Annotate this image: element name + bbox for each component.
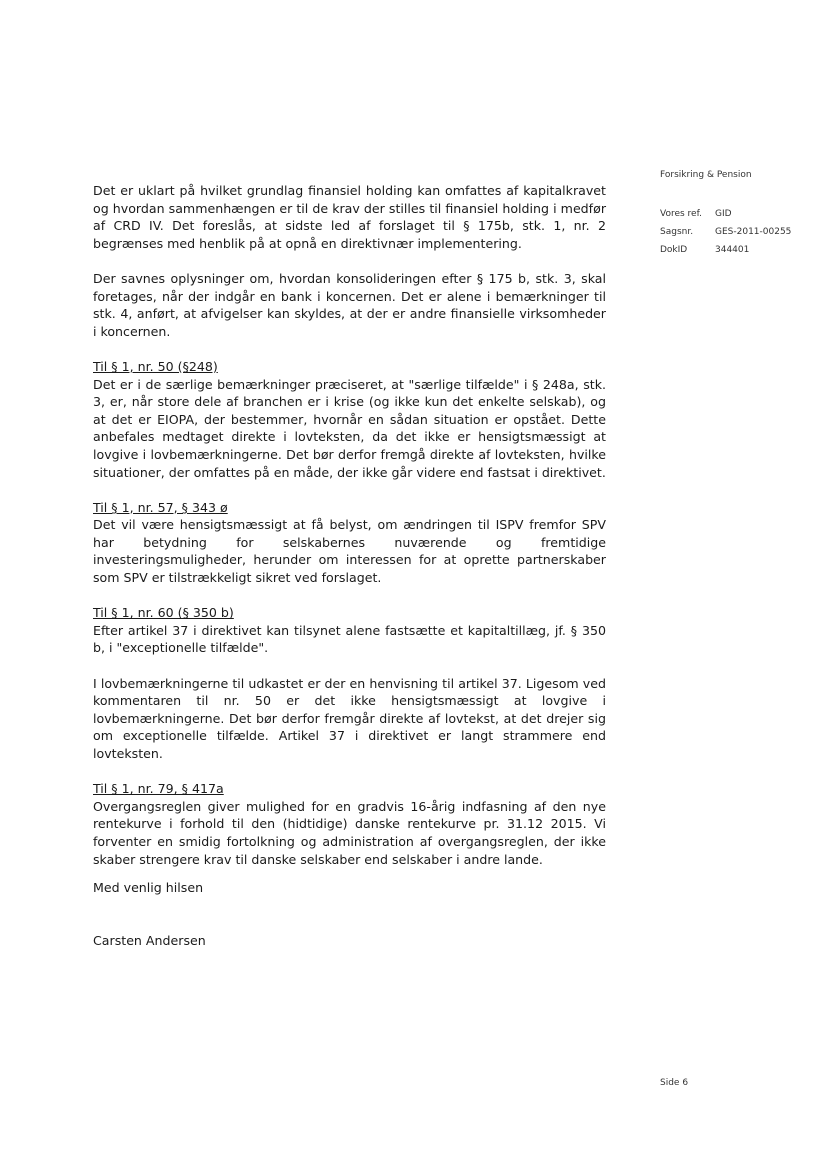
paragraph-text: Der savnes oplysninger om, hvordan konsolideringen efter § 175 b, stk. 3, skal foretages, når der indgår en bank i koncernen. Det er alene i bemærkninger til stk. 4, anført, at afvigelser kan skyldes, at der er andre finansielle virksomheder i koncernen. [93, 270, 606, 339]
paragraph-text: I lovbemærkningerne til udkastet er der en henvisning til artikel 37. Ligesom ved kommentaren til nr. 50 er det ikke hensigtsmæssigt at lovgive i lovbemærkningerne. Det bør derfor fremgår direkte af lovtekst, at det drejer sig om exceptionelle tilfælde. Artikel 37 i direktivet er langt strammere end lovteksten. [93, 675, 606, 761]
reference-label: DokID [660, 245, 688, 255]
reference-value: GES-2011-00255 [715, 227, 792, 237]
reference-label: Vores ref. [660, 209, 702, 219]
reference-label: Sagsnr. [660, 227, 694, 237]
reference-row [660, 241, 791, 259]
page-number: Side 6 [660, 1078, 689, 1088]
section-heading: Til § 1, nr. 79, § 417a [93, 781, 224, 797]
paragraph-text: Det er i de særlige bemærkninger præciseret, at "særlige tilfælde" i § 248a, stk. 3, er, når store dele af branchen er i krise (og ikke kun det enkelte selskab), og at det er EIOPA, der bestemmer, hvornår en sådan situation er opstået. Dette anbefales medtaget direkte i lovteksten, da det ikke er hensigtsmæssigt at lovgive i lovbemærkningerne. Det bør derfor fremgå direkte af lovteksten, hvilke situationer, der omfattes på en måde, der ikke går videre end fastsat i direktivet. [93, 376, 606, 480]
section-heading: Til § 1, nr. 50 (§248) [93, 358, 218, 374]
paragraph [93, 604, 606, 657]
paragraph-text: Det er uklart på hvilket grundlag finansiel holding kan omfattes af kapitalkravet og hvordan sammenhængen er til de krav der stilles til finansiel holding i medfør af CRD IV. Det foreslås, at sidste led af forslaget til § 175b, stk. 1, nr. 2 begrænses med henblik på at opnå en direktivnær implementering. [93, 183, 606, 251]
paragraph [93, 780, 606, 868]
paragraph [93, 182, 606, 252]
reference-value: 344401 [715, 245, 750, 255]
paragraph [93, 499, 606, 587]
reference-row [660, 223, 791, 241]
reference-block [660, 205, 791, 259]
paragraph-text: Overgangsreglen giver mulighed for en gradvis 16-årig indfasning af den nye rentekurve i forhold til den (hidtidige) danske rentekurve pr. 31.12 2015. Vi forventer en smidig fortolkning og administration af overgangsreglen, der ikke skaber strengere krav til danske selskaber end selskaber i andre lande. [93, 798, 606, 867]
section-heading: Til § 1, nr. 57, § 343 ø [93, 499, 228, 515]
letter-body [93, 182, 606, 886]
closing-line: Med venlig hilsen [93, 880, 204, 895]
paragraph-text: Det vil være hensigtsmæssigt at få belyst, om ændringen til ISPV fremfor SPV har betydning for selskabernes nuværende og fremtidige investeringsmuligheder, herunder om interessen for at oprette partnerskaber som SPV er tilstrækkeligt sikret ved forslaget. [93, 517, 606, 586]
reference-value: GID [715, 209, 732, 219]
paragraph-text: Efter artikel 37 i direktivet kan tilsynet alene fastsætte et kapitaltillæg, jf. § 350 b, i "exceptionelle tilfælde". [93, 622, 606, 656]
paragraph [93, 358, 606, 481]
signature-name: Carsten Andersen [93, 933, 206, 948]
section-heading: Til § 1, nr. 60 (§ 350 b) [93, 605, 234, 621]
organization-name: Forsikring & Pension [660, 170, 752, 180]
reference-row [660, 205, 791, 223]
paragraph [93, 270, 606, 340]
paragraph [93, 675, 606, 763]
